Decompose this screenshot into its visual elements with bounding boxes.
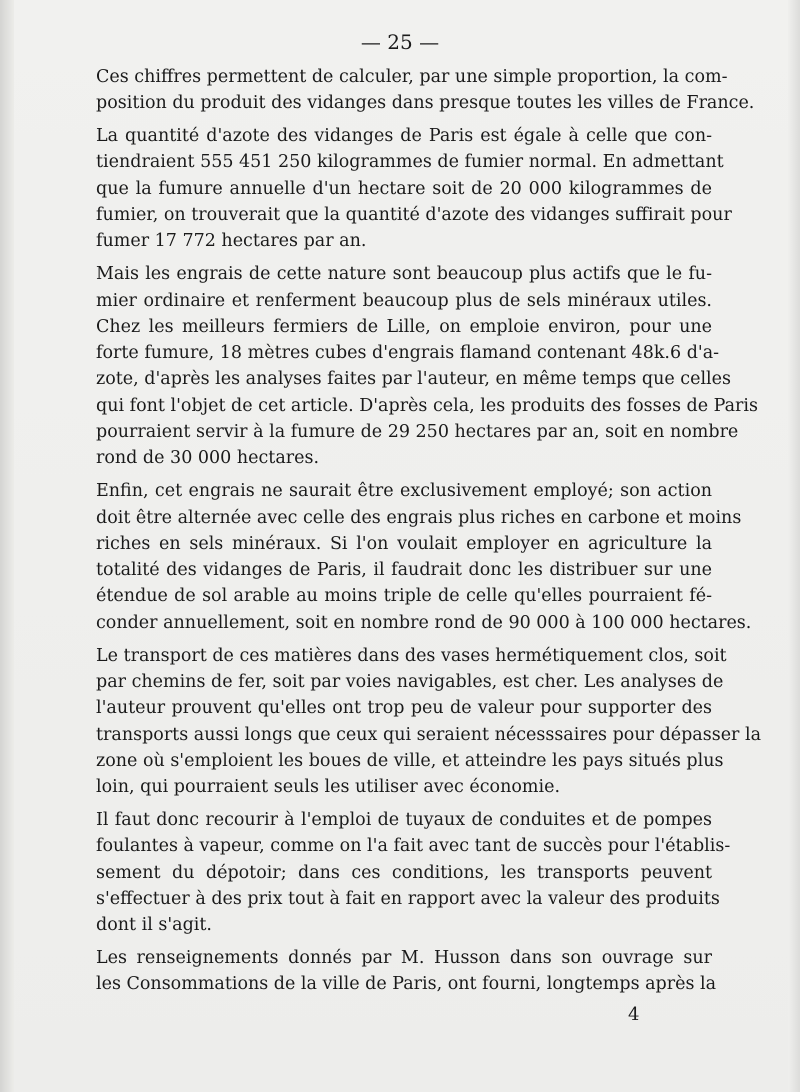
text-line: position du produit des vidanges dans presque toutes les villes de France. bbox=[96, 93, 755, 114]
folio-signature-mark: 4 bbox=[628, 1004, 640, 1025]
text-line: mier ordinaire et renferment beaucoup plus de sels minéraux utiles. bbox=[96, 290, 712, 311]
text-line: qui font l'objet de cet article. D'après cela, les produits des fosses de Paris bbox=[96, 395, 758, 416]
page-right-edge-shadow bbox=[788, 0, 800, 1092]
text-line: Chez les meilleurs fermiers de Lille, on emploie environ, pour une bbox=[96, 316, 712, 337]
text-line: Mais les engrais de cette nature sont beaucoup plus actifs que le fu- bbox=[96, 264, 712, 285]
text-line: fumer 17 772 hectares par an. bbox=[96, 231, 367, 252]
page-number-header: — 25 — bbox=[360, 30, 440, 54]
text-line: riches en sels minéraux. Si l'on voulait employer en agriculture la bbox=[96, 533, 712, 554]
paragraph-7 bbox=[76, 945, 717, 998]
text-line: forte fumure, 18 mètres cubes d'engrais flamand contenant 48k.6 d'a- bbox=[96, 343, 720, 364]
text-line: loin, qui pourraient seuls les utiliser avec économie. bbox=[96, 777, 561, 798]
text-line: Il faut donc recourir à l'emploi de tuyaux de conduites et de pompes bbox=[96, 809, 712, 830]
text-line: les Consommations de la ville de Paris, ont fourni, longtemps après la bbox=[96, 974, 717, 995]
paragraph-1 bbox=[76, 64, 755, 117]
text-line: conder annuellement, soit en nombre rond de 90 000 à 100 000 hectares. bbox=[96, 612, 752, 633]
body-text bbox=[76, 64, 762, 1004]
text-line: doit être alternée avec celle des engrais plus riches en carbone et moins bbox=[96, 507, 742, 528]
text-line: étendue de sol arable au moins triple de celle qu'elles pourraient fé- bbox=[96, 586, 712, 607]
text-line: Le transport de ces matières dans des vases hermétiquement clos, soit bbox=[96, 645, 727, 666]
text-line: Les renseignements donnés par M. Husson dans son ouvrage sur bbox=[96, 948, 712, 969]
paragraph-2 bbox=[76, 123, 732, 254]
text-line: totalité des vidanges de Paris, il faudrait donc les distribuer sur une bbox=[96, 560, 712, 581]
paragraph-5 bbox=[76, 643, 762, 801]
text-line: Ces chiffres permettent de calculer, par une simple proportion, la com- bbox=[96, 67, 728, 87]
text-line: par chemins de fer, soit par voies navigables, est cher. Les analyses de bbox=[96, 671, 724, 692]
text-line: rond de 30 000 hectares. bbox=[96, 448, 320, 469]
text-line: tiendraient 555 451 250 kilogrammes de fumier normal. En admettant bbox=[96, 152, 724, 173]
paragraph-3 bbox=[76, 261, 758, 471]
text-line: zote, d'après les analyses faites par l'auteur, en même temps que celles bbox=[96, 369, 731, 390]
page-left-edge-shadow bbox=[0, 0, 14, 1092]
text-line: dont il s'agit. bbox=[96, 915, 212, 936]
text-line: s'effectuer à des prix tout à fait en rapport avec la valeur des produits bbox=[96, 888, 720, 909]
text-line: que la fumure annuelle d'un hectare soit de 20 000 kilogrammes de bbox=[96, 178, 712, 199]
text-line: Enfin, cet engrais ne saurait être exclusivement employé; son action bbox=[96, 481, 712, 502]
text-line: zone où s'emploient les boues de ville, et atteindre les pays situés plus bbox=[96, 750, 724, 771]
text-line: transports aussi longs que ceux qui seraient nécesssaires pour dépasser la bbox=[96, 724, 762, 745]
text-line: foulantes à vapeur, comme on l'a fait avec tant de succès pour l'établis- bbox=[96, 836, 731, 857]
text-line: fumier, on trouverait que la quantité d'azote des vidanges suffirait pour bbox=[96, 205, 732, 226]
text-line: La quantité d'azote des vidanges de Paris est égale à celle que con- bbox=[96, 126, 712, 147]
paragraph-4 bbox=[76, 478, 752, 636]
paragraph-6 bbox=[76, 807, 731, 938]
text-line: sement du dépotoir; dans ces conditions, les transports peuvent bbox=[96, 862, 712, 883]
text-line: l'auteur prouvent qu'elles ont trop peu de valeur pour supporter des bbox=[96, 698, 712, 719]
text-line: pourraient servir à la fumure de 29 250 hectares par an, soit en nombre bbox=[96, 422, 739, 443]
